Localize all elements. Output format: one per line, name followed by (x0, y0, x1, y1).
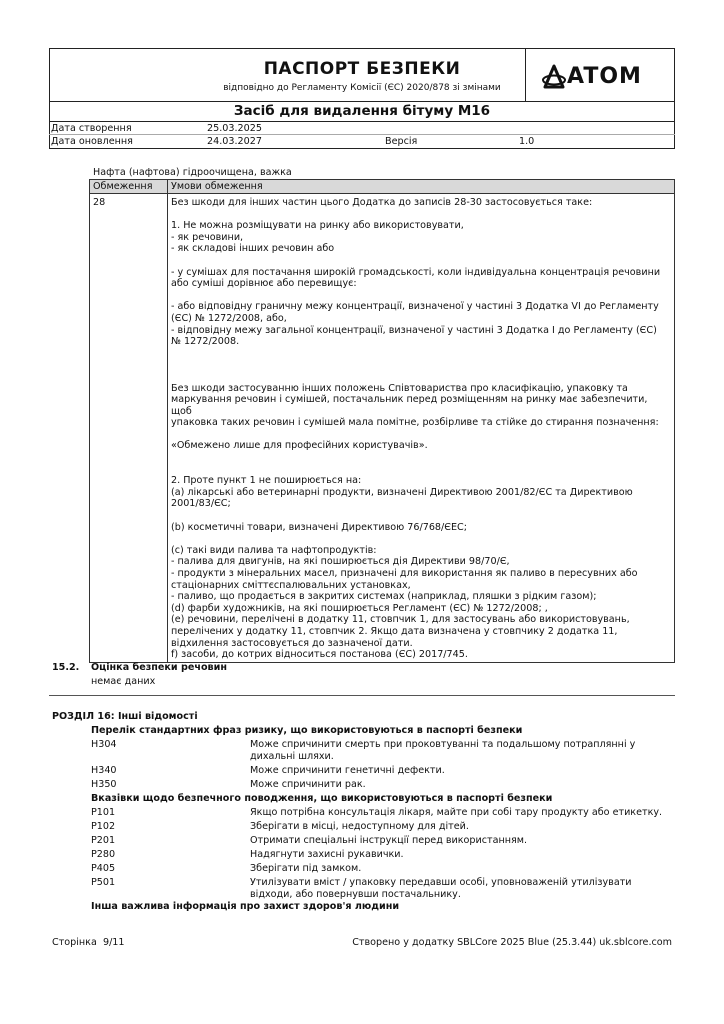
p-phrase-code: P501 (91, 877, 116, 888)
section-15-2-number: 15.2. (52, 662, 80, 673)
condition-line: (a) лікарські або ветеринарні продукти, визначені Директивою 2001/82/ЄС та Директивою (171, 486, 633, 498)
condition-line: 2. Проте пункт 1 не поширюється на: (171, 475, 362, 487)
page-label: Сторінка (52, 937, 97, 948)
section-divider (49, 695, 675, 696)
condition-line (171, 255, 671, 267)
condition-line: (c) такі види палива та нафтопродуктів: (171, 544, 377, 556)
condition-line: - палива для двигунів, на які поширюється дія Директиви 98/70/Є, (171, 556, 510, 568)
condition-line (171, 533, 671, 545)
h-phrase-text: Може спричинити смерть при проковтуванні та подальшому потраплянні у (250, 739, 636, 750)
p-phrases-title: Вказівки щодо безпечного поводження, що використовуються в паспорті безпеки (91, 793, 553, 804)
p-phrase-text: Надягнути захисні рукавички. (250, 849, 404, 860)
p-phrase-code: P201 (91, 835, 116, 846)
condition-line (171, 209, 671, 221)
h-phrase-code: H340 (91, 765, 117, 776)
p-phrase-code: P405 (91, 863, 116, 874)
condition-line: відхилення застосовується до зазначеної дати. (171, 637, 413, 649)
atom-logo-icon (541, 63, 567, 91)
p-phrase-code: P280 (91, 849, 116, 860)
condition-line: - у сумішах для постачання широкій громадськості, коли індивідуальна концентрація речовини (171, 266, 661, 278)
condition-line: - як складові інших речовин або (171, 243, 335, 255)
condition-line: - паливо, що продається в закритих системах (наприклад, пляшки з рідким газом); (171, 591, 597, 603)
version-value: 1.0 (519, 136, 535, 147)
substance-name: Нафта (нафтова) гідроочищена, важка (93, 167, 292, 178)
restriction-number: 28 (93, 197, 106, 208)
condition-line: Без шкоди застосуванню інших положень Співтовариства про класифікацію, упаковку та (171, 382, 628, 394)
h-phrase-text: Може спричинити генетичні дефекти. (250, 765, 445, 776)
section-15-2-text: немає даних (91, 676, 156, 687)
document-subtitle: відповідно до Регламенту Комісії (ЄС) 2020/878 зі змінами (223, 83, 501, 93)
condition-line: стаціонарних сміттєспалювальних установках, (171, 579, 411, 591)
footer-created-with: Створено у додатку SBLCore 2025 Blue (25.3.44) uk.sblcore.com (352, 937, 672, 948)
condition-line (171, 371, 671, 383)
document-title: ПАСПОРТ БЕЗПЕКИ (263, 59, 461, 79)
page-number (52, 937, 125, 949)
condition-line: - продукти з мінеральних масел, призначені для використання як паливо в пересувних або (171, 568, 638, 579)
p-phrase-text: Зберігати в місці, недоступному для дітей. (250, 821, 469, 832)
h-phrase-code: H350 (91, 779, 117, 790)
p-phrase-text: Якщо потрібна консультація лікаря, майте при собі тару продукту або етикетку. (250, 807, 663, 818)
condition-line: Без шкоди для інших частин цього Додатка до записів 28-30 застосовується таке: (171, 197, 593, 208)
p-phrase-text: Утилізувати вміст / упаковку передавши особі, уповноваженій утилізувати (250, 877, 632, 888)
p-phrase-code: P102 (91, 821, 116, 832)
section-15-2-title: Оцінка безпеки речовин (91, 662, 227, 673)
company-logo (541, 63, 669, 91)
updated-value: 24.03.2027 (207, 136, 262, 147)
condition-line: (d) фарби художників, на які поширюється Регламент (ЄС) № 1272/2008; , (171, 602, 548, 614)
condition-line: упаковка таких речовин і сумішей мала помітне, розбірливе та стійке до стирання позначення: (171, 417, 659, 429)
product-name: Засіб для видалення бітуму М16 (233, 103, 491, 119)
condition-line (171, 359, 671, 371)
created-label: Дата створення (51, 123, 132, 134)
condition-line (171, 348, 671, 360)
page-value: 9/11 (102, 937, 125, 948)
condition-line: «Обмежено лише для професійних користувачів». (171, 440, 428, 452)
condition-line: - як речовини, (171, 231, 244, 243)
h-phrase-text: Може спричинити рак. (250, 779, 366, 790)
condition-line (171, 429, 671, 441)
condition-line: f) засоби, до котрих відноситься постанова (ЄС) 2017/745. (171, 649, 468, 661)
condition-line (171, 510, 671, 522)
h-phrase-text-cont: дихальні шляхи. (250, 751, 334, 762)
condition-line: № 1272/2008. (171, 336, 240, 348)
p-phrase-text: Зберігати під замком. (250, 863, 362, 874)
restriction-table (89, 179, 675, 663)
section-16-title: РОЗДІЛ 16: Інші відомості (52, 711, 198, 722)
condition-line: 1. Не можна розміщувати на ринку або використовувати, (171, 220, 464, 232)
p-phrase-text: Отримати спеціальні інструкції перед використанням. (250, 835, 528, 846)
restriction-conditions (171, 197, 671, 661)
condition-line: маркування речовин і сумішей, постачальник перед розміщенням на ринку має забезпечити, щоб (171, 394, 648, 417)
h-phrases-title: Перелік стандартних фраз ризику, що використовуються в паспорті безпеки (91, 725, 523, 736)
condition-line: - відповідну межу загальної концентрації, визначеної у частині 3 Додатка I до Регламенту (ЄС) (171, 324, 657, 336)
h-phrase-code: H304 (91, 739, 117, 750)
logo-text: ATOM (567, 64, 642, 89)
condition-line (171, 452, 671, 464)
document-header (49, 48, 675, 149)
condition-line: (b) косметичні товари, визначені Директивою 76/768/ЄЕС; (171, 521, 467, 533)
condition-line: (ЄС) № 1272/2008, або, (171, 312, 287, 324)
p-phrase-code: P101 (91, 807, 116, 818)
other-info-title: Інша важлива інформація про захист здоров'я людини (91, 901, 400, 912)
col-header-conditions: Умови обмеження (168, 180, 674, 194)
p-phrase-text-cont: відходи, або повернувши постачальнику. (250, 889, 461, 900)
version-label: Версія (385, 136, 418, 147)
updated-label: Дата оновлення (51, 136, 133, 147)
condition-line: 2001/83/ЄС; (171, 498, 231, 510)
condition-line (171, 464, 671, 476)
condition-line: або суміші дорівнює або перевищує: (171, 278, 357, 290)
condition-line: перелічених у додатку 11, стовпчик 2. Якщо дата визначена у стовпчику 2 додатка 11, (171, 625, 618, 637)
col-header-restriction: Обмеження (90, 180, 168, 194)
created-value: 25.03.2025 (207, 123, 262, 134)
condition-line: (e) речовини, перелічені в додатку 11, стовпчик 1, для застосувань або використовувань, (171, 614, 630, 626)
condition-line (171, 290, 671, 302)
condition-line: - або відповідну граничну межу концентрації, визначеної у частині 3 Додатка VI до Регламенту (171, 301, 659, 313)
